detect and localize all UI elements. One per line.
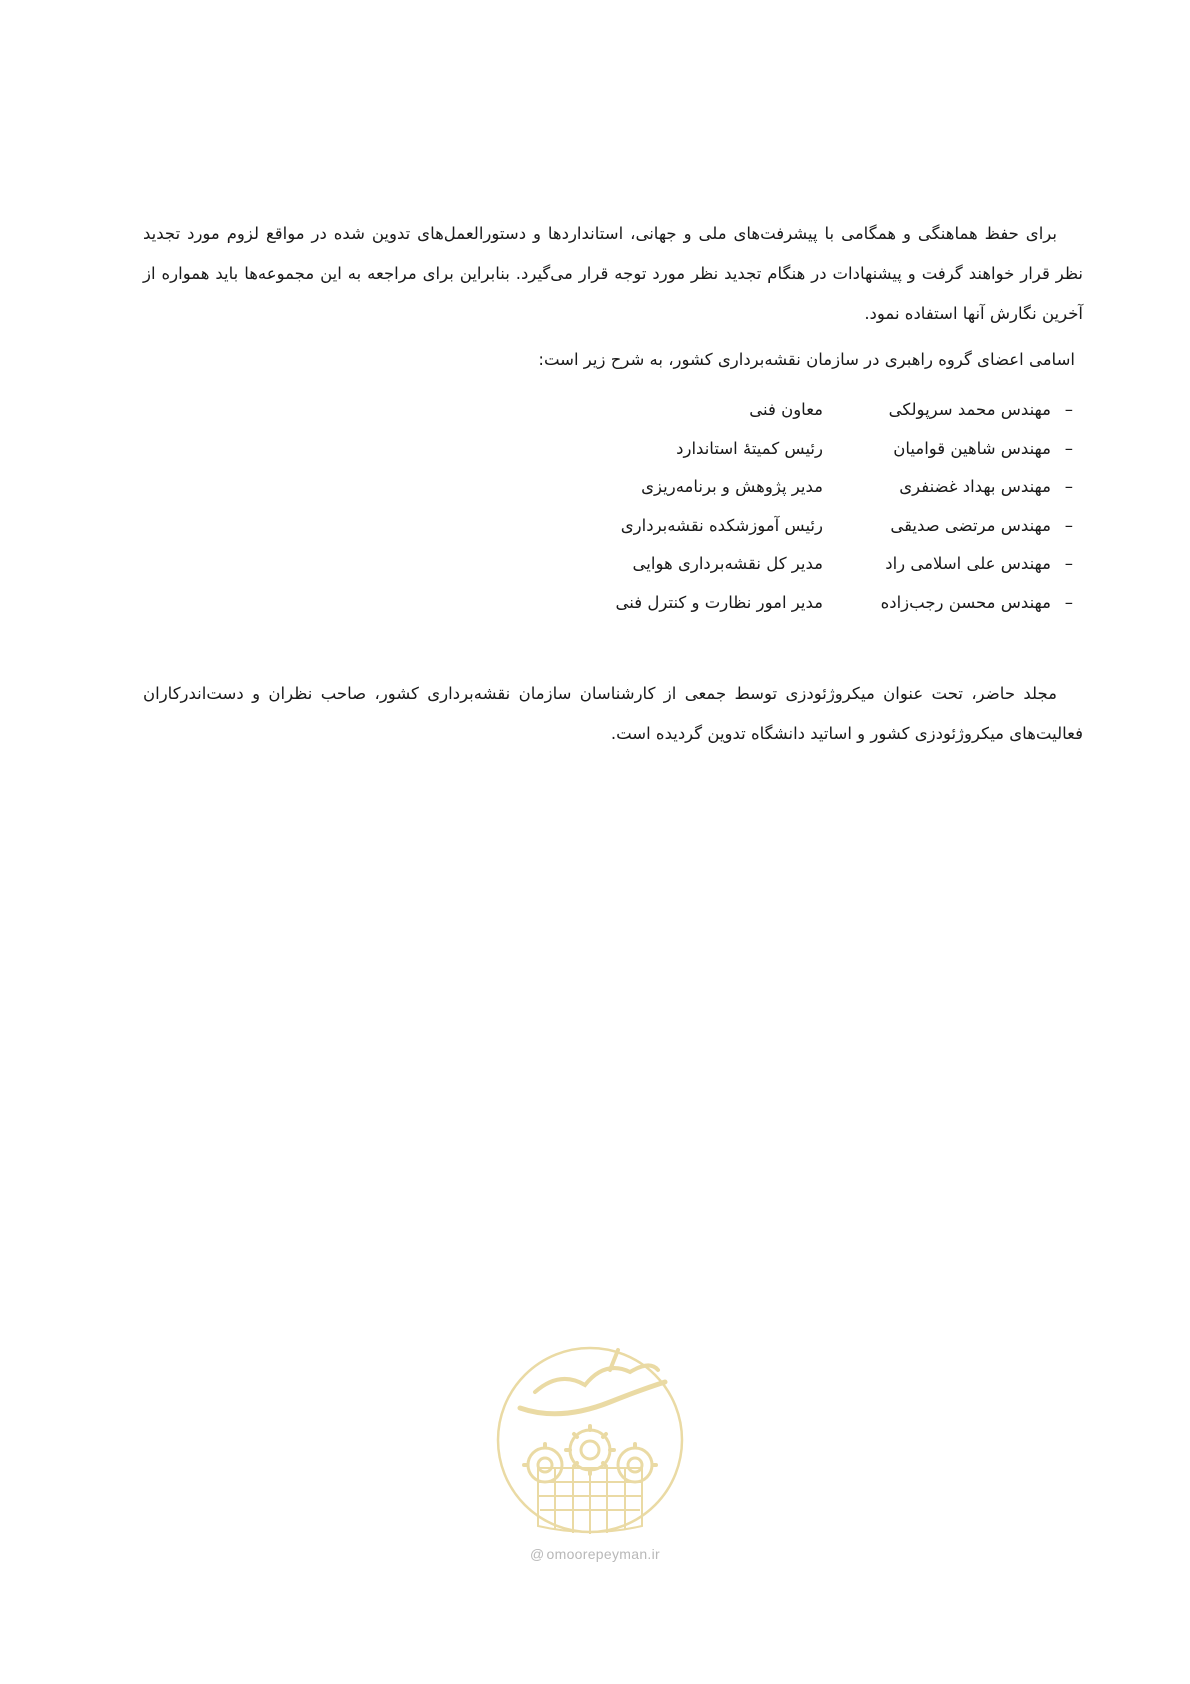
member-name [823, 468, 1073, 507]
dash-bullet: – [1064, 515, 1073, 535]
dash-bullet: – [1064, 592, 1073, 612]
member-name [823, 430, 1073, 469]
dash-bullet: – [1064, 554, 1073, 574]
member-name-text: مهندس محسن رجب‌زاده [880, 592, 1051, 612]
member-name [823, 545, 1073, 584]
paragraph-authors-note: مجلد حاضر، تحت عنوان میکروژئودزی توسط جمعی از کارشناسان سازمان نقشه‌برداری کشور، صاحب نظران و دست‌اندرکاران فعالیت‌های میکروژئودزی کشور و اساتید دانشگاه تدوین گردیده است. [143, 684, 1083, 743]
member-role: مدیر پژوهش و برنامه‌ریزی [641, 477, 823, 497]
member-role: رئیس آموزشکده نقشه‌برداری [620, 515, 823, 535]
member-name [823, 584, 1073, 623]
list-item [513, 430, 1073, 469]
dash-bullet: – [1064, 477, 1073, 497]
member-role: مدیر کل نقشه‌برداری هوایی [632, 554, 823, 574]
at-icon: @ [530, 1546, 545, 1562]
member-name-text: مهندس محمد سرپولکی [888, 400, 1051, 419]
dash-bullet: – [1064, 438, 1073, 458]
member-role: رئیس کمیتهٔ استاندارد [676, 438, 823, 458]
list-item [513, 391, 1073, 430]
member-name [823, 507, 1073, 546]
member-name-text: مهندس علی اسلامی راد [885, 554, 1051, 574]
list-item [513, 545, 1073, 584]
watermark-logo [490, 1330, 690, 1550]
list-item [513, 468, 1073, 507]
steering-group-intro: اسامی اعضای گروه راهبری در سازمان نقشه‌برداری کشور، به شرح زیر است: [538, 350, 1075, 369]
watermark-website [0, 1546, 1190, 1562]
member-name-text: مهندس شاهین قوامیان [893, 438, 1051, 458]
list-item [513, 584, 1073, 623]
member-name [823, 391, 1073, 430]
website-text: omoorepeyman.ir [546, 1546, 660, 1562]
member-name-text: مهندس بهداد غضنفری [899, 477, 1051, 497]
list-item [513, 507, 1073, 546]
paragraph-revision-note: برای حفظ هماهنگی و همگامی با پیشرفت‌های ملی و جهانی، استانداردها و دستورالعمل‌های تدوین شده در مواقع لزوم مورد تجدید نظر قرار خواهند گرفت و پیشنهادات در هنگام تجدید نظر مورد توجه قرار می‌گیرد. بنابراین برای مراجعه به این مجموعه‌ها باید همواره از آخرین نگارش آنها استفاده نمود. [143, 224, 1083, 323]
member-role: معاون فنی [749, 400, 823, 419]
dash-bullet: – [1064, 400, 1073, 419]
steering-group-list [513, 391, 1073, 623]
member-name-text: مهندس مرتضی صدیقی [890, 515, 1051, 535]
member-role: مدیر امور نظارت و کنترل فنی [615, 592, 823, 612]
